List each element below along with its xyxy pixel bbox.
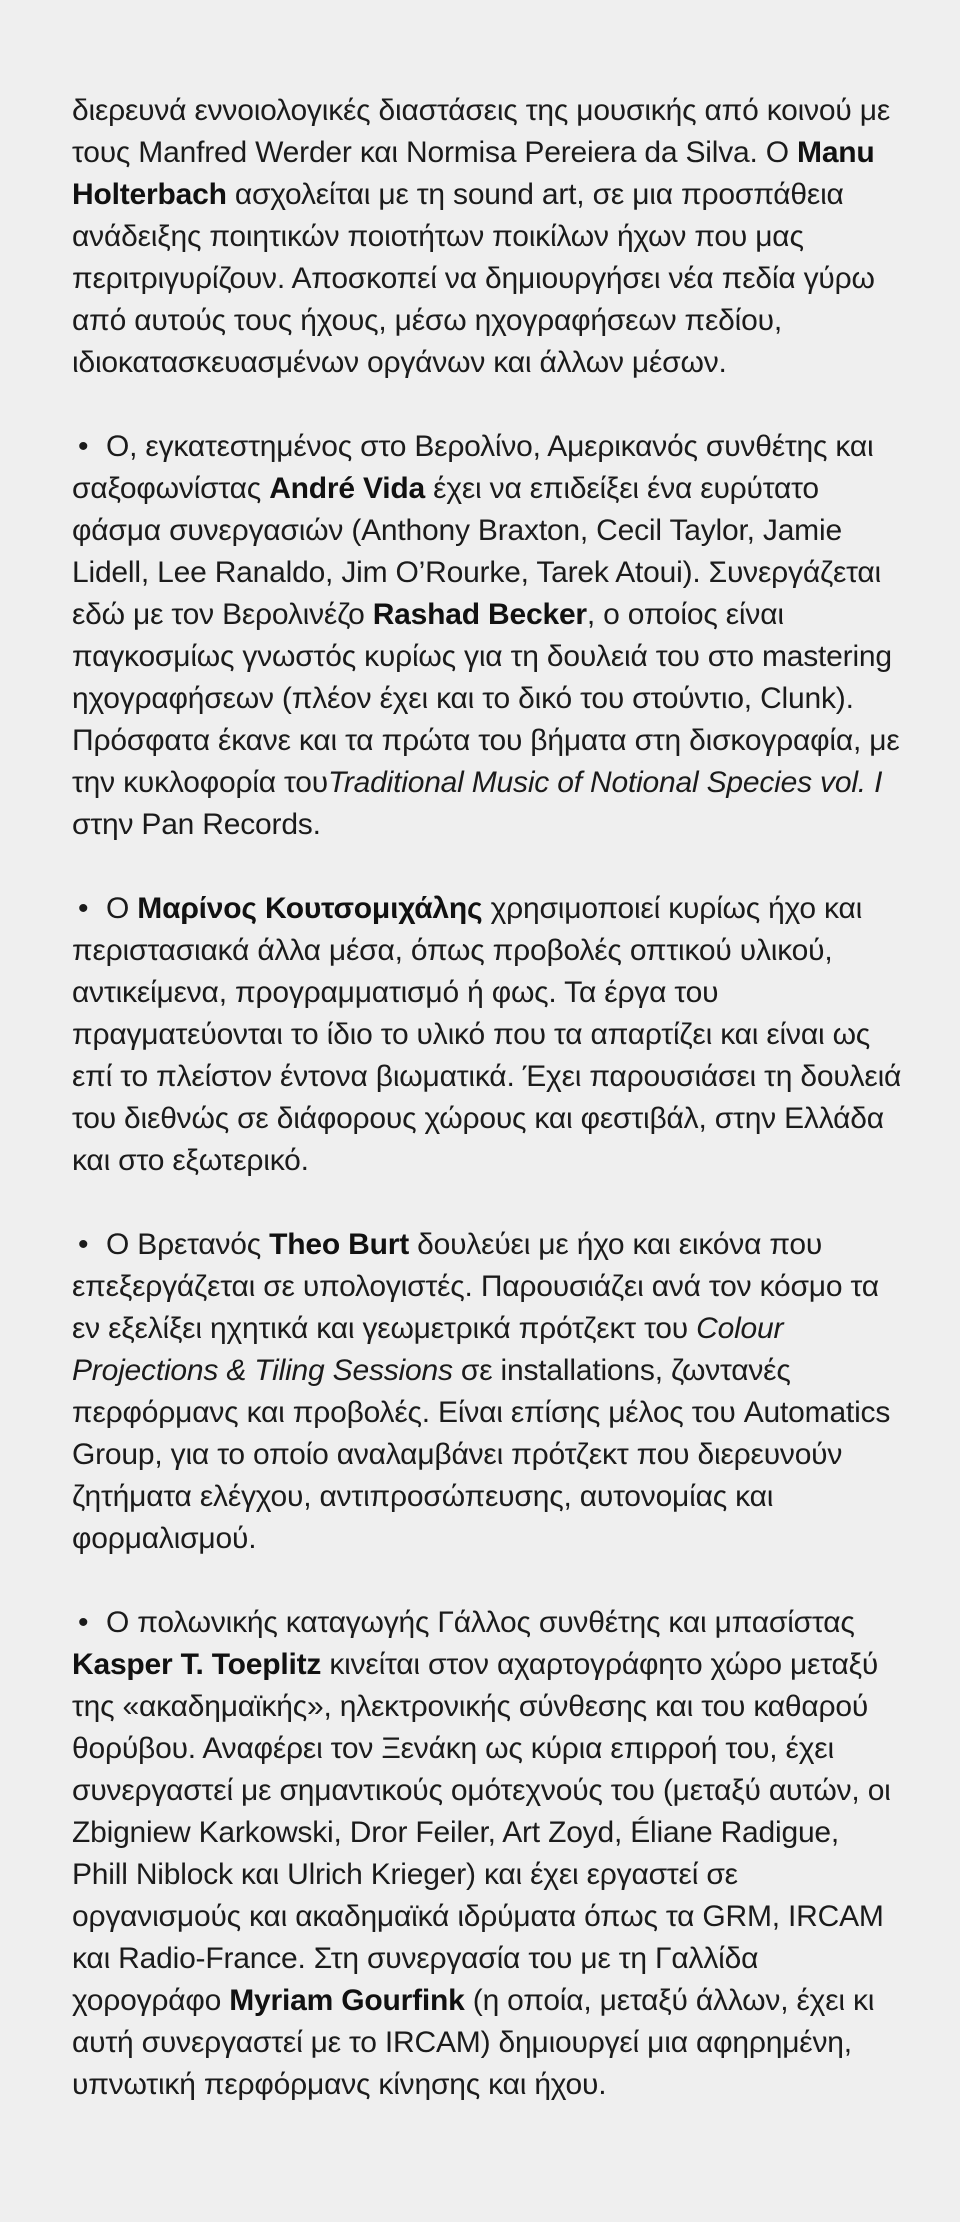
bullet-paragraph <box>72 1602 902 2106</box>
person-name: André Vida <box>269 472 426 505</box>
person-name: Kasper T. Toeplitz <box>72 1648 322 1681</box>
text-segment: διερευνά εννοιολογικές διαστάσεις της μουσικής από κοινού με τους Manfred Werder και Normisa Pereiera da Silva. Ο <box>72 94 890 169</box>
text-segment: Ο πολωνικής καταγωγής Γάλλος συνθέτης και μπασίστας <box>106 1606 855 1639</box>
text-segment: σε installations, ζωντανές περφόρμανς και προβολές. Είναι επίσης μέλος του Automatics Group, για το οποίο αναλαμβάνει πρότζεκτ που διερευνούν ζητήματα ελέγχου, αντιπροσώπευσης, αυτονομίας και φορμαλισμού. <box>72 1354 891 1555</box>
work-title: Traditional Music of Notional Species vol. I <box>327 766 883 799</box>
paragraph <box>72 90 902 384</box>
person-name: Manu Holterbach <box>72 136 875 211</box>
text-segment: Ο <box>106 892 138 925</box>
text-segment: χρησιμοποιεί κυρίως ήχο και περιστασιακά άλλα μέσα, όπως προβολές οπτικού υλικού, αντικείμενα, προγραμματισμό ή φως. Τα έργα του πραγματεύονται το ίδιο το υλικό που τα απαρτίζει και είναι ως επί το πλείστον έντονα βιωματικά. Έχει παρουσιάσει τη δουλειά του διεθνώς σε διάφορους χώρους και φεστιβάλ, στην Ελλάδα και στο εξωτερικό. <box>72 892 902 1177</box>
text-segment: έχει να επιδείξει ένα ευρύτατο φάσμα συνεργασιών (Anthony Braxton, Cecil Taylor, Jamie Lidell, Lee Ranaldo, Jim O’Rourke, Tarek Atoui). Συνεργάζεται εδώ με τον Βερολινέζο <box>72 472 882 631</box>
person-name: Μαρίνος Κουτσομιχάλης <box>137 892 483 925</box>
bullet-icon: • <box>78 1228 89 1261</box>
text-segment: (η οποία, μεταξύ άλλων, έχει κι αυτή συνεργαστεί με το IRCAM) δημιουργεί μια αφηρημένη, υπνωτική περφόρμανς κίνησης και ήχου. <box>72 1984 875 2101</box>
text-segment: κινείται στον αχαρτογράφητο χώρο μεταξύ της «ακαδημαϊκής», ηλεκτρονικής σύνθεσης και του καθαρού θορύβου. Αναφέρει τον Ξενάκη ως κύρια επιρροή του, έχει συνεργαστεί με σημαντικούς ομότεχνούς του (μεταξύ αυτών, οι Zbigniew Karkowski, Dror Feiler, Art Zoyd, Éliane Radigue, Phill Niblock και Ulrich Krieger) και έχει εργαστεί σε οργανισμούς και ακαδημαϊκά ιδρύματα όπως τα GRM, IRCAM και Radio-France. Στη συνεργασία του με τη Γαλλίδα χορογράφο <box>72 1648 891 2017</box>
person-name: Theo Burt <box>269 1228 410 1261</box>
bullet-icon: • <box>78 1606 89 1639</box>
text-segment: Ο Βρετανός <box>106 1228 270 1261</box>
bullet-icon: • <box>78 430 89 463</box>
work-title: Colour Projections & Tiling Sessions <box>72 1312 784 1387</box>
person-name: Myriam Gourfink <box>229 1984 465 2017</box>
article-text <box>72 90 902 2148</box>
text-segment: Ο, εγκατεστημένος στο Βερολίνο, Αμερικανός συνθέτης και σαξοφωνίστας <box>72 430 874 505</box>
bullet-icon: • <box>78 892 89 925</box>
person-name: Rashad Becker <box>372 598 587 631</box>
bullet-paragraph <box>72 888 902 1182</box>
text-segment: , ο οποίος είναι παγκοσμίως γνωστός κυρίως για τη δουλειά του στο mastering ηχογραφήσεων (πλέον έχει και το δικό του στούντιο, Clunk). Πρόσφατα έκανε και τα πρώτα του βήματα στη δισκογραφία, με την κυκλοφορία του <box>72 598 900 799</box>
text-segment: στην Pan Records. <box>72 808 321 841</box>
bullet-paragraph <box>72 1224 902 1560</box>
text-segment: δουλεύει με ήχο και εικόνα που επεξεργάζεται σε υπολογιστές. Παρουσιάζει ανά τον κόσμο τα εν εξελίξει ηχητικά και γεωμετρικά πρότζεκτ του <box>72 1228 879 1345</box>
text-segment: ασχολείται με τη sound art, σε μια προσπάθεια ανάδειξης ποιητικών ποιοτήτων ποικίλων ήχων που μας περιτριγυρίζουν. Αποσκοπεί να δημιουργήσει νέα πεδία γύρω από αυτούς τους ήχους, μέσω ηχογραφήσεων πεδίου, ιδιοκατασκευασμένων οργάνων και άλλων μέσων. <box>72 178 875 379</box>
bullet-paragraph <box>72 426 902 846</box>
